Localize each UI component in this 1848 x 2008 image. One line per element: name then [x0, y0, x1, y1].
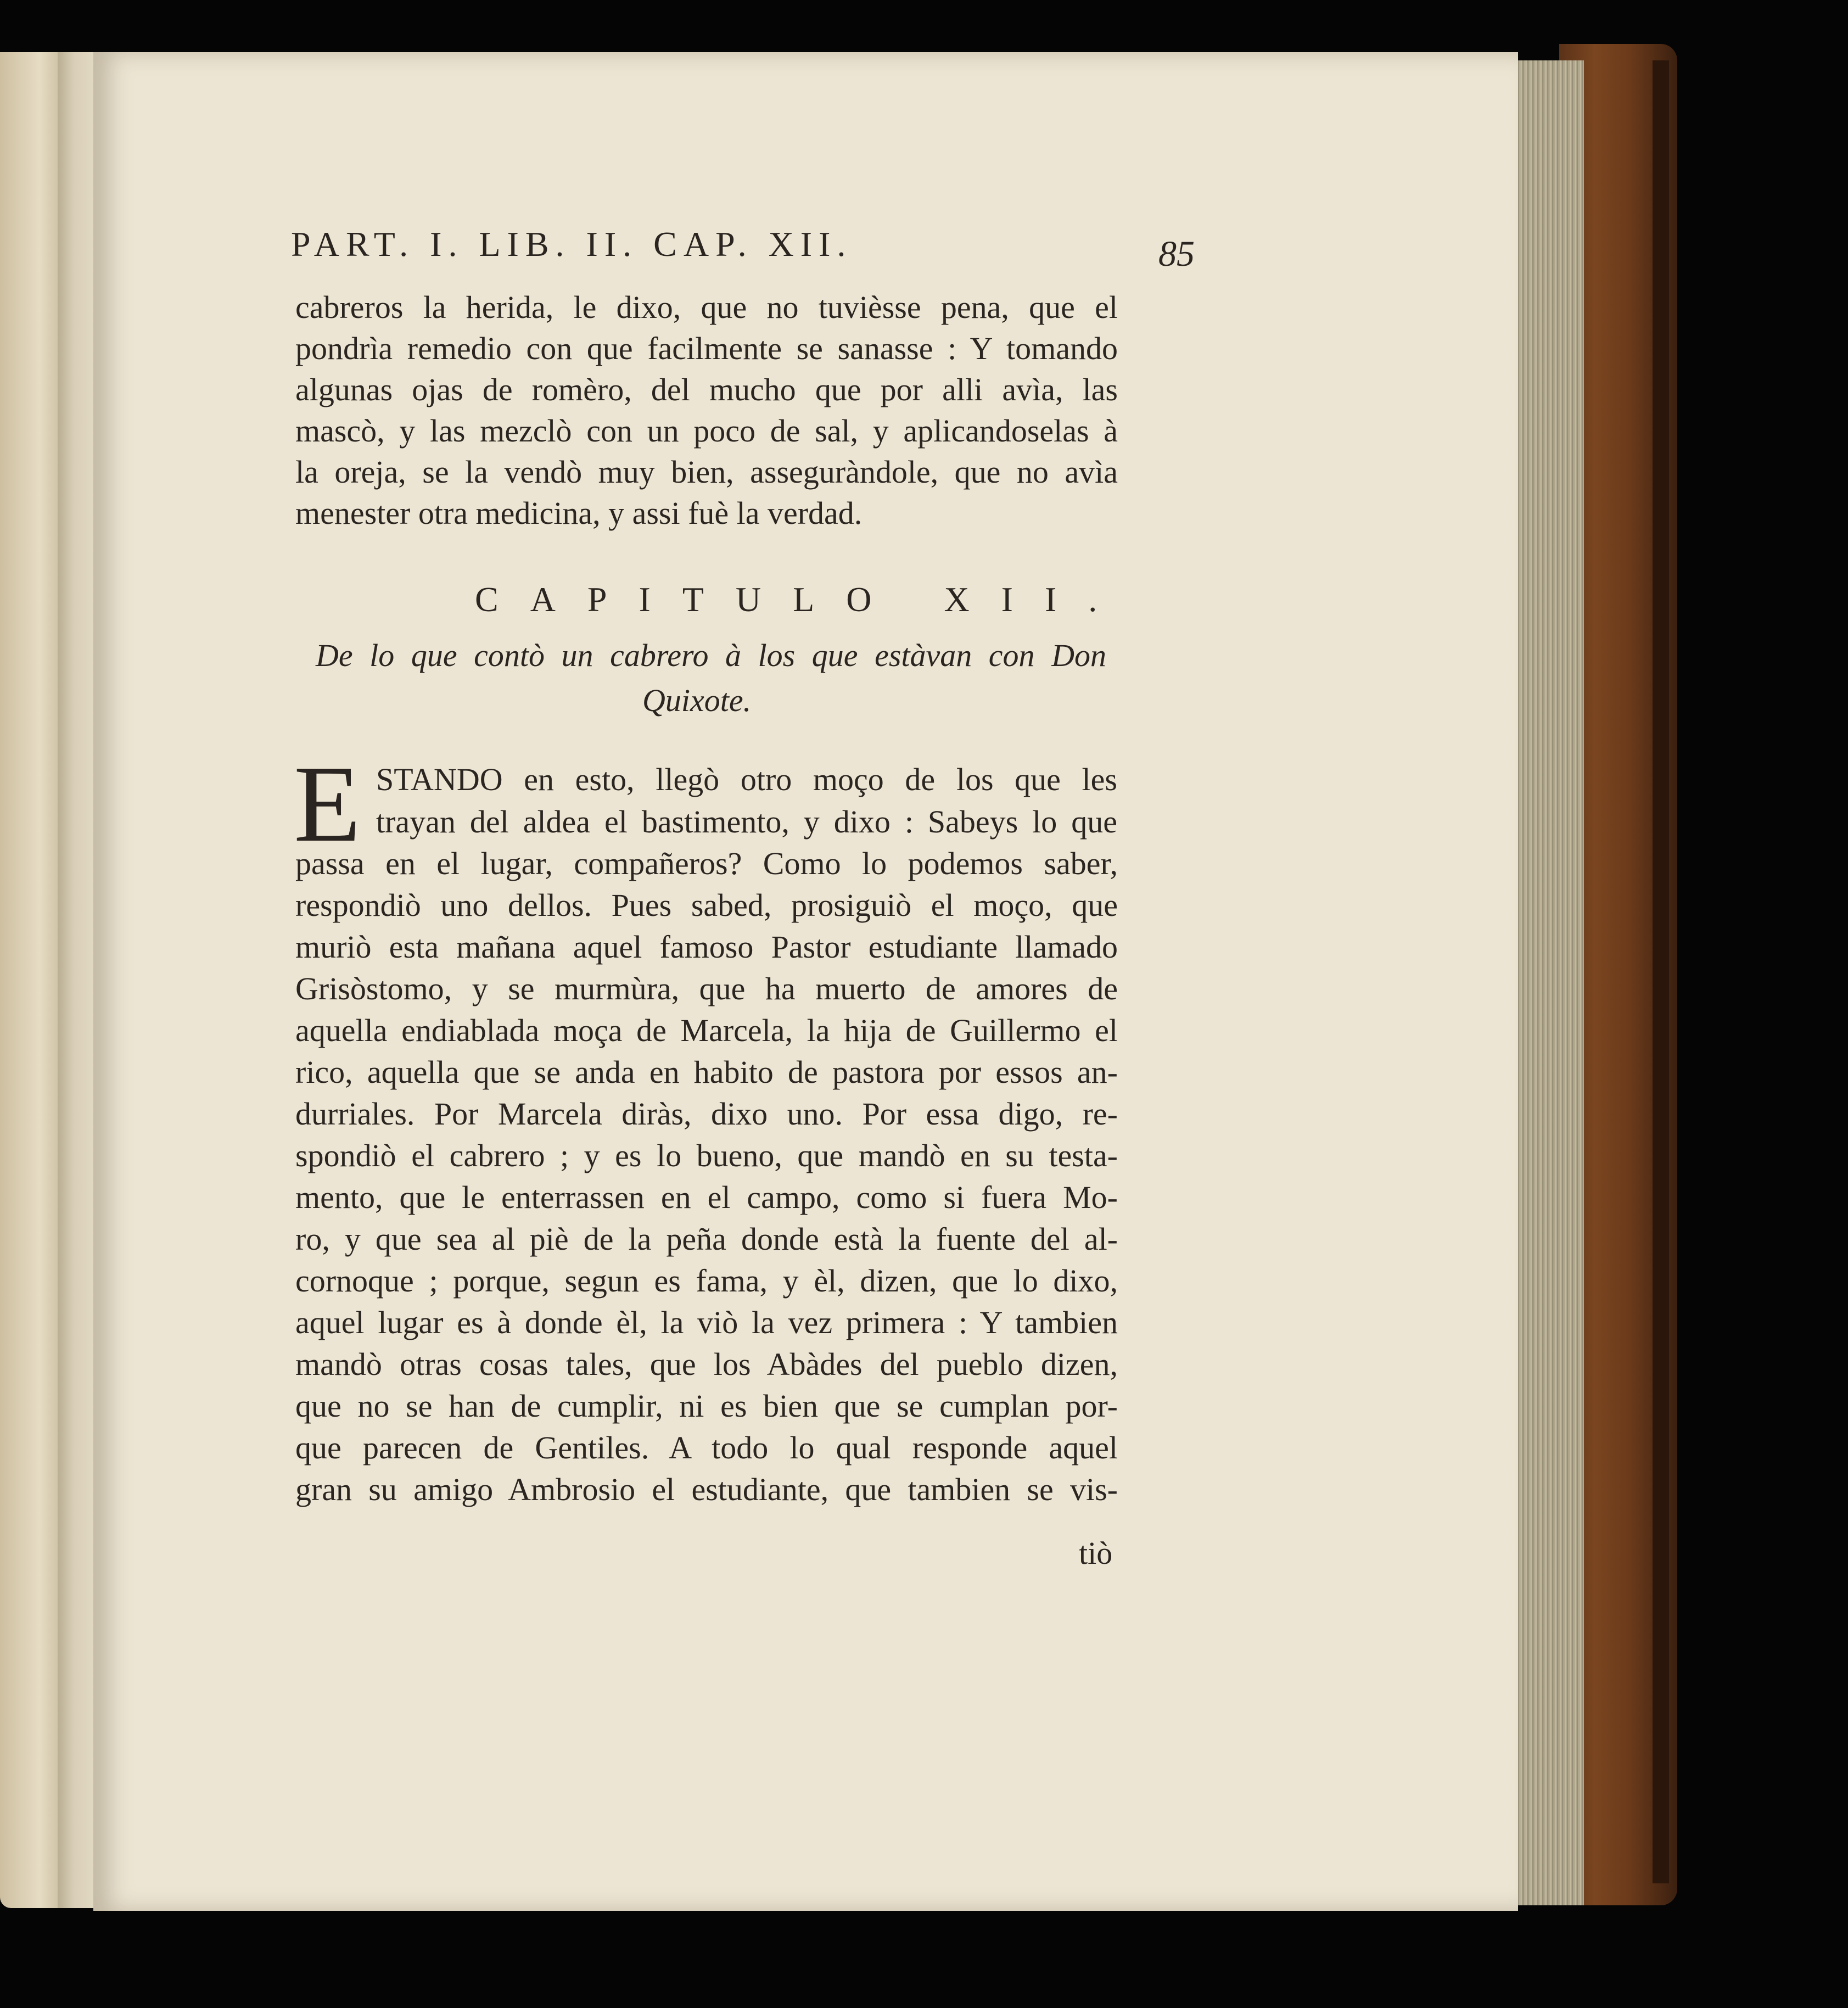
text-line: que no se han de cumplir, ni es bien que se cumplan por- — [295, 1388, 1118, 1424]
text-line: cabreros la herida, le dixo, que no tuvièsse pena, que el — [295, 289, 1118, 325]
text-line: Grisòstomo, y se murmùra, que ha muerto de amores de — [295, 971, 1118, 1006]
left-page-edge — [0, 52, 66, 1908]
text-line: passa en el lugar, compañeros? Como lo podemos saber, — [295, 846, 1118, 881]
text-line: aquella endiablada moça de Marcela, la hija de Guillermo el — [295, 1013, 1118, 1048]
text-line: mandò otras cosas tales, que los Abàdes del pueblo dizen, — [295, 1346, 1118, 1382]
chapter-heading: CAPITULO XII. — [475, 580, 1129, 619]
running-head: PART. I. LIB. II. CAP. XII. — [291, 225, 853, 264]
book-gutter — [58, 52, 99, 1908]
text-line: la oreja, se la vendò muy bien, asseguràndole, que no avìa — [295, 454, 1118, 490]
text-line: spondiò el cabrero ; y es lo bueno, que mandò en su testa- — [295, 1138, 1118, 1173]
text-line: trayan del aldea el bastimento, y dixo : Sabeys lo que — [376, 804, 1117, 840]
text-line: pondrìa remedio con que facilmente se sanasse : Y tomando — [295, 331, 1118, 366]
text-line: mascò, y las mezclò con un poco de sal, y aplicandoselas à — [295, 413, 1118, 449]
text-line: menester otra medicina, y assi fuè la verdad. — [295, 495, 863, 531]
cover-edge — [1653, 60, 1669, 1883]
text-line: durriales. Por Marcela diràs, dixo uno. Por essa digo, re- — [295, 1096, 1118, 1132]
text-line: que parecen de Gentiles. A todo lo qual responde aquel — [295, 1430, 1118, 1466]
text-line: mento, que le enterrassen en el campo, como si fuera Mo- — [295, 1179, 1118, 1215]
text-line: algunas ojas de romèro, del mucho que por alli avìa, las — [295, 372, 1118, 407]
text-line: gran su amigo Ambrosio el estudiante, que tambien se vis- — [295, 1472, 1118, 1507]
page-fore-edge — [1510, 60, 1584, 1905]
text-line: rico, aquella que se anda en habito de pastora por essos an- — [295, 1054, 1118, 1090]
page-number: 85 — [1158, 234, 1195, 274]
text-line: STANDO en esto, llegò otro moço de los que les — [376, 762, 1117, 797]
text-line: muriò esta mañana aquel famoso Pastor estudiante llamado — [295, 929, 1118, 965]
drop-cap: E — [294, 743, 361, 865]
text-line: ro, y que sea al piè de la peña donde està la fuente del al- — [295, 1221, 1118, 1257]
text-line: cornoque ; porque, segun es fama, y èl, dizen, que lo dixo, — [295, 1263, 1118, 1299]
chapter-subtitle: De lo que contò un cabrero à los que estàvan con Don — [316, 637, 1106, 673]
chapter-subtitle-continued: Quixote. — [642, 683, 752, 718]
text-line: respondiò uno dellos. Pues sabed, prosiguiò el moço, que — [295, 887, 1118, 923]
text-line: aquel lugar es à donde èl, la viò la vez primera : Y tambien — [295, 1305, 1118, 1340]
catchword: tiò — [1079, 1535, 1113, 1571]
